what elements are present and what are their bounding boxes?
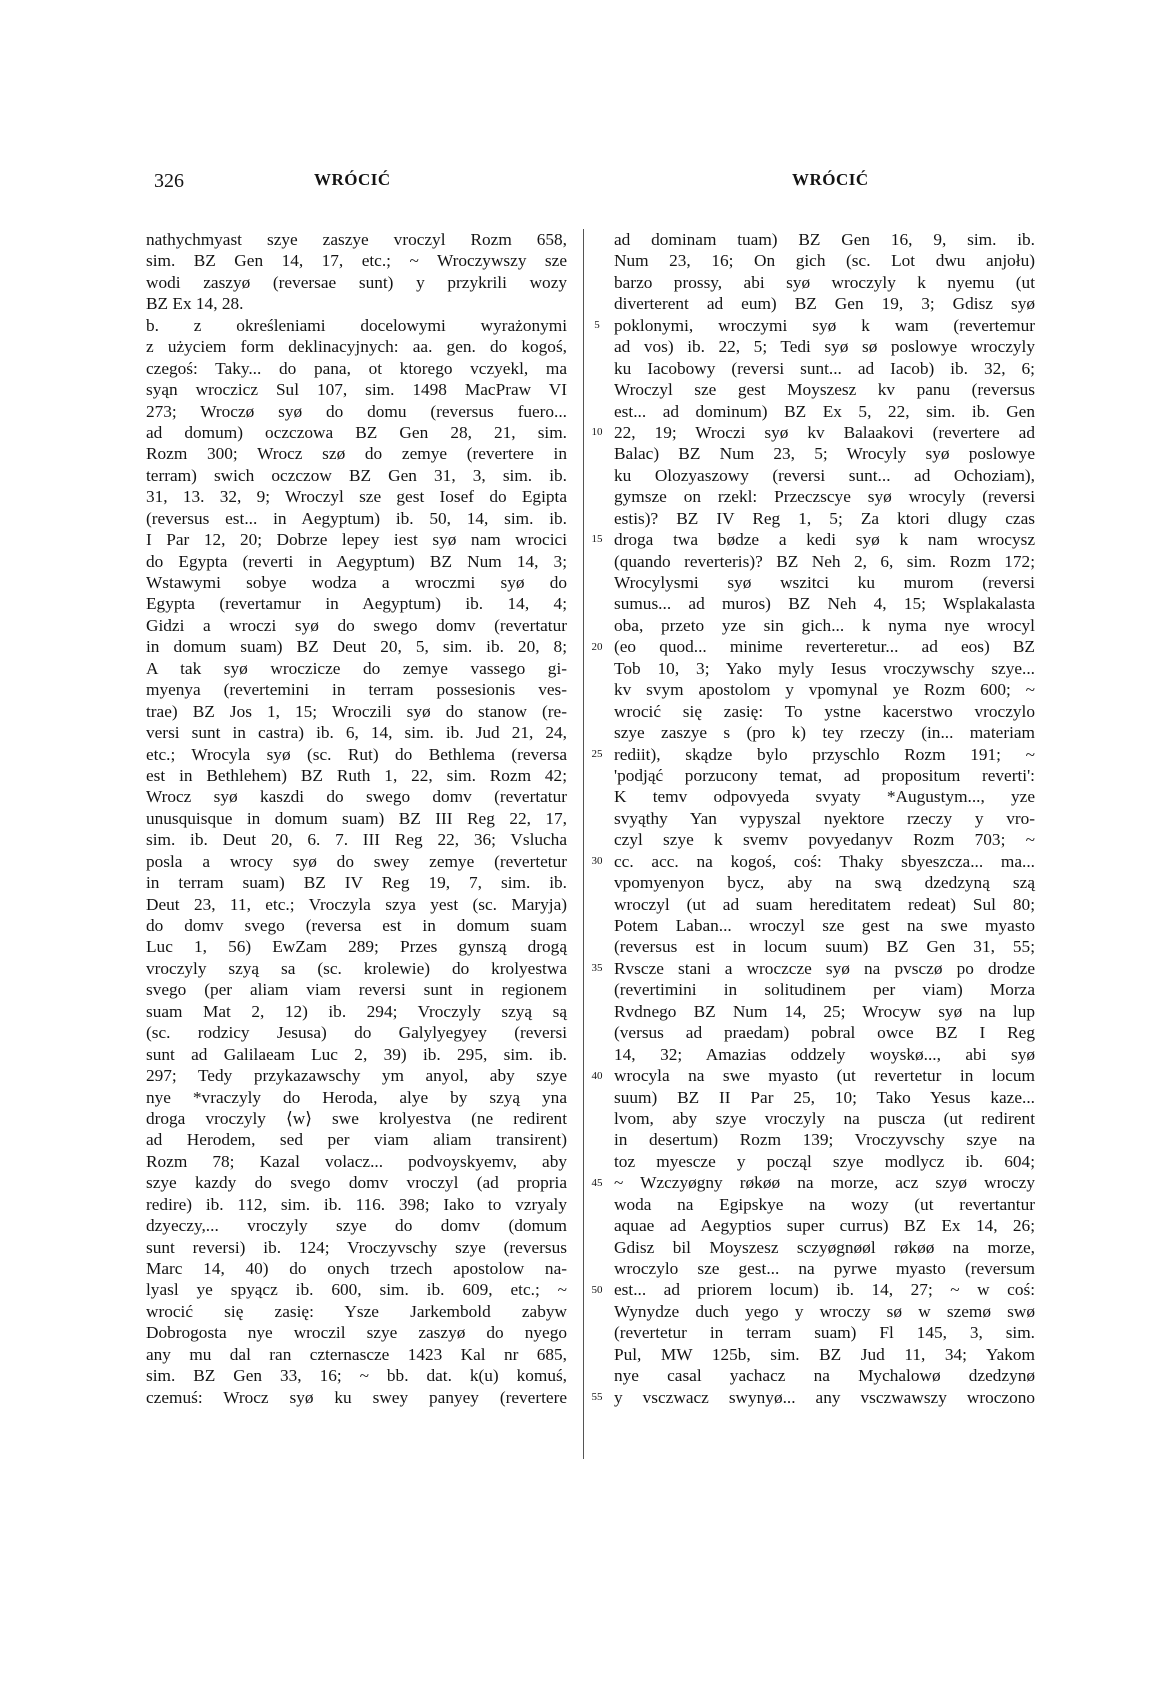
text-line: svyąthy Yan vypyszal nyektore rzeczy y vro- (614, 808, 1035, 828)
page-header (0, 170, 1164, 200)
text-line: in domum suam) BZ Deut 20, 5, sim. ib. 20, 8; (146, 637, 567, 657)
text-line: BZ Ex 14, 28. (146, 294, 244, 314)
line-number: 15 (591, 533, 603, 546)
text-line: poklonymi, wroczymi syø k wam (revertemur (614, 315, 1035, 335)
running-head-right: WRÓCIĆ (792, 170, 869, 189)
text-line: Rozm 78; Kazal volacz... podvoyskyemv, aby (146, 1151, 567, 1171)
text-line: czyl szye k svemv povyedanyv Rozm 703; ~ (614, 830, 1035, 850)
text-line: szye kazdy do svego domv vroczyl (ad propria (146, 1173, 567, 1193)
text-line: droga vroczyly ⟨w⟩ swe krolyestva (ne redirent (146, 1108, 567, 1128)
text-line: Egypta (revertamur in Aegyptum) ib. 14, 4; (146, 594, 567, 614)
line-number: 30 (591, 855, 603, 868)
text-line: (revertimini in solitudinem per viam) Morza (614, 980, 1035, 1000)
text-line: Rvscze stani a wroczcze syø na pvsczø po drodze (614, 958, 1035, 978)
right-column (614, 229, 1035, 1408)
text-line: do domv svego (reversa est in domum suam (146, 916, 567, 935)
text-line: any mu dal ran czternascze 1423 Kal nr 685, (146, 1344, 567, 1364)
line-number: 25 (591, 747, 603, 760)
text-line: estis)? BZ IV Reg 1, 5; Za ktori dlugy czas (614, 508, 1035, 528)
text-line: Potem Laban... wroczyl sze gest na swe myasto (614, 916, 1035, 935)
text-line: kv svym apostolom y vpomynal ye Rozm 600; ~ (614, 680, 1035, 700)
text-line: Wrocz syø kaszdi do swego domv (revertatur (146, 787, 567, 807)
text-line: ad dominam tuam) BZ Gen 16, 9, sim. ib. (614, 230, 1035, 249)
text-line: est in Bethlehem) BZ Ruth 1, 22, sim. Rozm 42; (146, 765, 567, 785)
text-line: z użyciem form deklinacyjnych: aa. gen. do kogoś, (146, 337, 567, 357)
text-line: 22, 19; Wroczi syø kv Balaakovi (revertere ad (614, 422, 1035, 442)
text-line: oba, przeto yze sin gich... k nyma nye wrocyl (614, 615, 1035, 635)
text-line: gymsze on rzekl: Przeczscye syø wrocyly (reversi (614, 487, 1035, 507)
text-line: ~ Wzczyøgny røkøø na morze, acz szyø wroczy (614, 1173, 1035, 1193)
text-line: aquae ad Aegyptios super currus) BZ Ex 14, 26; (614, 1216, 1035, 1236)
text-line: Wynydze duch yego y wroczy sø w szemø swø (614, 1301, 1035, 1321)
text-line: A tak syø wroczicze do zemye vassego gi- (146, 658, 567, 678)
left-column (146, 229, 567, 1408)
text-line: barzo prossy, abi syø wroczyly k nyemu (ut (614, 272, 1035, 292)
text-line: sim. ib. Deut 20, 6. 7. III Reg 22, 36; Vslucha (146, 830, 567, 850)
text-line: suum) BZ II Par 25, 10; Tako Yesus kaze... (614, 1087, 1035, 1107)
text-line: sumus... ad muros) BZ Neh 4, 15; Wsplakalasta (614, 594, 1035, 614)
text-line: Deut 23, 11, etc.; Vroczyla szya yest (sc. Maryja) (146, 894, 567, 914)
line-number: 55 (591, 1391, 603, 1404)
text-line: Rvdnego BZ Num 14, 25; Wrocyw syø na lup (614, 1001, 1035, 1021)
text-line: Num 23, 16; On gich (sc. Lot dwu anjołu) (614, 251, 1035, 271)
column-divider (583, 229, 584, 1459)
text-line: 273; Wroczø syø do domu (reversus fuero... (146, 401, 567, 421)
text-line: 31, 13. 32, 9; Wroczyl sze gest Iosef do Egipta (146, 487, 567, 507)
text-line: czemuś: Wrocz syø ku swey panyey (revertere (146, 1387, 567, 1407)
text-line: K temv odpovyeda svyaty *Augustym..., yze (614, 787, 1035, 807)
text-line: est... ad priorem locum) ib. 14, 27; ~ w coś: (614, 1280, 1035, 1300)
text-line: etc.; Wrocyla syø (sc. Rut) do Bethlema (reversa (146, 744, 567, 764)
text-line: (eo quod... minime reverteretur... ad eos) BZ (614, 637, 1035, 657)
text-line: wrocyla na swe myasto (ut revertetur in locum (614, 1066, 1035, 1086)
text-line: in desertum) Rozm 139; Vroczyvschy szye na (614, 1130, 1035, 1150)
text-line: myenya (revertemini in terram possesionis ves- (146, 680, 567, 700)
text-line: lvom, aby szye vroczyly na puscza (ut redirent (614, 1108, 1035, 1128)
text-line: ad vos) ib. 22, 5; Tedi syø sø poslowye wroczyly (614, 337, 1035, 357)
text-line: (reversus est in locum suum) BZ Gen 31, 55; (614, 937, 1035, 957)
text-line: terram) swich oczczow BZ Gen 31, 3, sim. ib. (146, 465, 567, 485)
text-line: ad Herodem, sed per viam aliam transirent) (146, 1130, 567, 1150)
text-line: wroczylo sze gest... na pyrwe myasto (reversum (614, 1259, 1035, 1278)
text-line: Rozm 300; Wrocz szø do zemye (revertere in (146, 444, 567, 464)
text-line: sunt ad Galilaeam Luc 2, 39) ib. 295, sim. ib. (146, 1044, 567, 1064)
text-line: droga twa bødze a kedi syø k nam wrocysz (614, 530, 1035, 550)
text-line: b. z określeniami docelowymi wyrażonymi (146, 315, 567, 335)
line-number: 10 (591, 426, 603, 439)
text-line: Pul, MW 125b, sim. BZ Jud 11, 34; Yakom (614, 1344, 1035, 1364)
line-number: 45 (591, 1176, 603, 1189)
text-line: Marc 14, 40) do onych trzech apostolow na- (146, 1259, 567, 1278)
text-line: rediit), skądze bylo przyschlo Rozm 191; ~ (614, 744, 1035, 764)
text-line: cc. acc. na kogoś, coś: Thaky sbyeszcza... ma... (614, 851, 1035, 871)
line-number: 20 (591, 640, 603, 653)
text-line: Wrocylysmi syø wszitci ku murom (reversi (614, 573, 1035, 592)
text-line: szye zaszye s (pro k) tey rzeczy (in... materiam (614, 723, 1035, 743)
text-line: (sc. rodzicy Jesusa) do Galylyegyey (reversi (146, 1023, 567, 1043)
text-line: 14, 32; Amazias oddzely woyskø..., abi syø (614, 1044, 1035, 1064)
text-line: vpomyenyon bycz, aby na swą dzedzyną szą (614, 873, 1035, 893)
text-line: nye casal yachacz na Mychalowø dzedzynø (614, 1366, 1035, 1386)
text-line: do Egypta (reverti in Aegyptum) BZ Num 14, 3; (146, 551, 567, 571)
text-line: redire) ib. 112, sim. ib. 116. 398; Iako to vzryaly (146, 1194, 567, 1214)
text-line: syąn wroczicz Sul 107, sim. 1498 MacPraw VI (146, 380, 567, 400)
text-line: est... ad dominum) BZ Ex 5, 22, sim. ib. Gen (614, 401, 1035, 421)
text-line: unusquisque in domum suam) BZ III Reg 22, 17, (146, 808, 567, 828)
text-line: 'podjąć porzucony temat, ad propositum reverti': (614, 765, 1035, 785)
text-line: sim. BZ Gen 33, 16; ~ bb. dat. k(u) komuś, (146, 1366, 567, 1386)
line-number: 50 (591, 1284, 603, 1297)
text-line: suam Mat 2, 12) ib. 294; Vroczyly szyą są (146, 1001, 567, 1021)
text-line: (versus ad praedam) pobral owce BZ I Reg (614, 1023, 1035, 1043)
text-line: Wstawymi sobye wodza a wroczmi syø do (146, 573, 567, 592)
text-line: 297; Tedy przykazawschy ym anyol, aby szye (146, 1066, 567, 1086)
text-line: woda na Egipskye na wozy (ut revertantur (614, 1194, 1035, 1214)
text-line: in terram suam) BZ IV Reg 19, 7, sim. ib. (146, 873, 567, 893)
text-line: svego (per aliam viam reversi sunt in regionem (146, 980, 567, 1000)
text-line: versi sunt in castra) ib. 6, 14, sim. ib. Jud 21, 24, (146, 723, 567, 743)
line-number: 5 (594, 318, 600, 331)
text-line: posla a wrocy syø do swey zemye (revertetur (146, 851, 567, 871)
text-line: trae) BZ Jos 1, 15; Wroczili syø do stanow (re- (146, 701, 567, 721)
text-line: Luc 1, 56) EwZam 289; Przes gynszą drogą (146, 937, 567, 957)
text-line: vroczyly szyą sa (sc. krolewie) do krolyestwa (146, 958, 567, 978)
text-line: Gdisz bil Moyszesz sczyøgnøøl røkøø na morze, (614, 1237, 1035, 1257)
page-number: 326 (154, 170, 184, 192)
text-line: dzyeczy,... vroczyly szye do domv (domum (146, 1216, 567, 1236)
text-line: Wroczyl sze gest Moyszesz kv panu (reversus (614, 380, 1035, 400)
text-line: wroczyl (ut ad suam hereditatem redeat) Sul 80; (614, 894, 1035, 914)
text-line: I Par 12, 20; Dobrze lepey iest syø nam wrocici (146, 530, 567, 550)
text-line: Gidzi a wroczi syø do swego domv (revertatur (146, 615, 567, 635)
text-line: (revertetur in terram suam) Fl 145, 3, sim. (614, 1323, 1035, 1343)
text-line: toz myescze y począl szye modlycz ib. 604; (614, 1151, 1035, 1171)
text-line: y vsczwacz swynyø... any vsczwawszy wroczono (614, 1387, 1035, 1407)
line-number: 40 (591, 1069, 603, 1082)
text-line: sunt reversi) ib. 124; Vroczyvschy szye (reversus (146, 1237, 567, 1257)
text-line: Dobrogosta nye wroczil szye zaszyø do nyego (146, 1323, 567, 1343)
text-line: wodi zaszyø (reversae sunt) y przykrili wozy (146, 272, 567, 292)
text-line: (reversus est... in Aegyptum) ib. 50, 14, sim. ib. (146, 508, 567, 528)
text-line: diverterent ad eum) BZ Gen 19, 3; Gdisz syø (614, 294, 1035, 314)
line-number: 35 (591, 962, 603, 975)
text-line: wrocić się zasię: To ystne kacerstwo vroczylo (614, 701, 1035, 721)
text-line: (quando reverteris)? BZ Neh 2, 6, sim. Rozm 172; (614, 551, 1035, 571)
text-line: ku Iacobowy (reversi sunt... ad Iacob) ib. 32, 6; (614, 358, 1035, 378)
text-line: nye *vraczyly do Heroda, alye by szyą yna (146, 1087, 567, 1107)
text-line: lyasl ye spyącz ib. 600, sim. ib. 609, etc.; ~ (146, 1280, 567, 1300)
running-head-left: WRÓCIĆ (314, 170, 391, 189)
text-line: czegoś: Taky... do pana, ot ktorego vczyekl, ma (146, 358, 567, 378)
text-line: nathychmyast szye zaszye vroczyl Rozm 658, (146, 230, 567, 249)
text-line: wrocić się zasię: Ysze Jarkembold zabyw (146, 1301, 567, 1321)
text-line: Balac) BZ Num 23, 5; Wrocyly syø poslowye (614, 444, 1035, 464)
text-line: Tob 10, 3; Yako myly Iesus vroczywschy szye... (614, 658, 1035, 678)
text-line: sim. BZ Gen 14, 17, etc.; ~ Wroczywszy sze (146, 251, 567, 271)
text-line: ad domum) oczczowa BZ Gen 28, 21, sim. (146, 422, 567, 442)
text-line: ku Olozyaszowy (reversi sunt... ad Ochoziam), (614, 465, 1035, 485)
